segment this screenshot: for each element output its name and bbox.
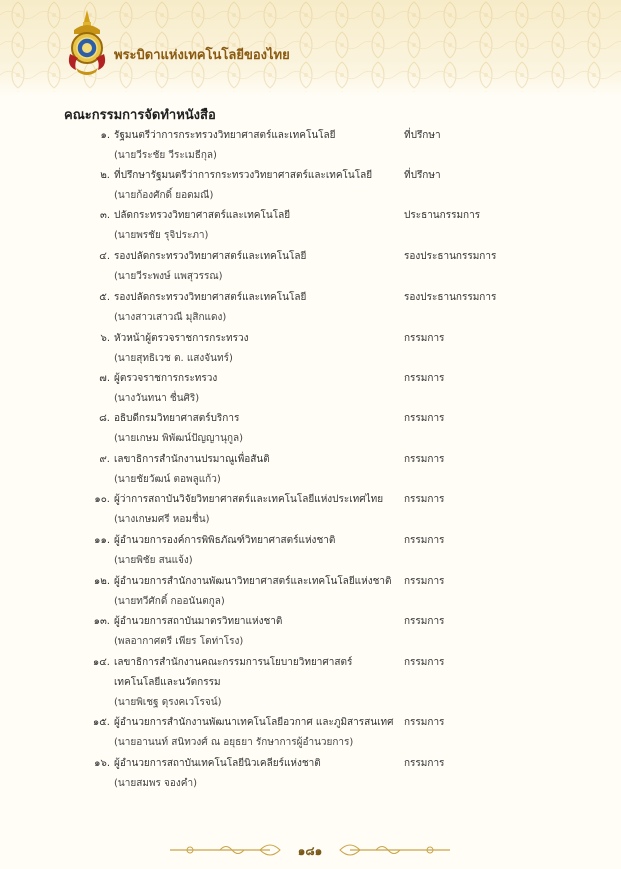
committee-row bbox=[0, 290, 621, 330]
person-name: (นางวันทนา ชื่นศิริ) bbox=[114, 393, 200, 404]
position-title: ที่ปรึกษารัฐมนตรีว่าการกระทรวงวิทยาศาสตร์และเทคโนโลยี bbox=[114, 170, 373, 181]
position-title: ผู้ว่าการสถาบันวิจัยวิทยาศาสตร์และเทคโนโลยีแห่งประเทศไทย bbox=[114, 494, 384, 505]
person-name: (นายสมพร จองคำ) bbox=[114, 778, 198, 789]
position-title: ผู้อำนวยการสถาบันเทคโนโลยีนิวเคลียร์แห่งชาติ bbox=[114, 758, 321, 769]
item-number: ๑๖. bbox=[94, 758, 110, 769]
item-number: ๘. bbox=[99, 413, 110, 424]
position-title: ผู้อำนวยการสำนักงานพัฒนาวิทยาศาสตร์และเทคโนโลยีแห่งชาติ bbox=[114, 576, 392, 587]
position-title: ผู้ตรวจราชการกระทรวง bbox=[114, 373, 218, 384]
person-name: (นายชัยวัฒน์ ตอพลูแก้ว) bbox=[114, 474, 221, 485]
position-title: อธิบดีกรมวิทยาศาสตร์บริการ bbox=[114, 413, 240, 424]
position-title: ผู้อำนวยการองค์การพิพิธภัณฑ์วิทยาศาสตร์แห่งชาติ bbox=[114, 535, 336, 546]
committee-row bbox=[0, 208, 621, 248]
committee-role: กรรมการ bbox=[404, 657, 445, 668]
person-name: (นายพรชัย รุจิประภา) bbox=[114, 230, 209, 241]
committee-row bbox=[0, 655, 621, 715]
position-title: ผู้อำนวยการสำนักงานพัฒนาเทคโนโลยีอวกาศ และภูมิสารสนเทศ bbox=[114, 717, 394, 728]
item-number: ๗. bbox=[99, 373, 110, 384]
committee-role: ประธานกรรมการ bbox=[404, 210, 481, 221]
position-title: รองปลัดกระทรวงวิทยาศาสตร์และเทคโนโลยี bbox=[114, 292, 307, 303]
person-name: (นายก้องศักดิ์ ยอดมณี) bbox=[114, 190, 214, 201]
committee-role: รองประธานกรรมการ bbox=[404, 251, 497, 262]
person-name: (นายอานนท์ สนิทวงศ์ ณ อยุธยา รักษาการผู้อำนวยการ) bbox=[114, 737, 354, 748]
page-footer bbox=[0, 830, 621, 869]
position-title: เลขาธิการสำนักงานคณะกรรมการนโยบายวิทยาศาสตร์ bbox=[114, 657, 353, 668]
committee-role: ที่ปรึกษา bbox=[404, 130, 441, 141]
committee-role: กรรมการ bbox=[404, 535, 445, 546]
person-name: (นายพิเชฐ ดุรงคเวโรจน์) bbox=[114, 697, 222, 708]
page-number: ๑๘๑ bbox=[297, 844, 323, 858]
committee-role: กรรมการ bbox=[404, 333, 445, 344]
person-name: (นางเกษมศรี หอมชื่น) bbox=[114, 514, 210, 525]
committee-role: กรรมการ bbox=[404, 576, 445, 587]
committee-row bbox=[0, 614, 621, 654]
item-number: ๕. bbox=[99, 292, 110, 303]
item-number: ๒. bbox=[100, 170, 110, 181]
person-name: (นายวีระพงษ์ แพสุวรรณ) bbox=[114, 271, 223, 282]
person-name: (นายสุทธิเวช ต. แสงจันทร์) bbox=[114, 353, 233, 364]
item-number: ๑๒. bbox=[93, 576, 110, 587]
item-number: ๔. bbox=[99, 251, 110, 262]
position-title: เลขาธิการสำนักงานปรมาณูเพื่อสันติ bbox=[114, 454, 270, 465]
item-number: ๑๑. bbox=[94, 535, 110, 546]
committee-row bbox=[0, 128, 621, 168]
committee-role: กรรมการ bbox=[404, 758, 445, 769]
committee-role: กรรมการ bbox=[404, 717, 445, 728]
item-number: ๓. bbox=[99, 210, 110, 221]
committee-role: กรรมการ bbox=[404, 413, 445, 424]
committee-row bbox=[0, 411, 621, 451]
committee-row bbox=[0, 249, 621, 289]
committee-row bbox=[0, 168, 621, 208]
position-title: ปลัดกระทรวงวิทยาศาสตร์และเทคโนโลยี bbox=[114, 210, 291, 221]
committee-row bbox=[0, 331, 621, 371]
person-name: (นายทวีศักดิ์ กออนันตกูล) bbox=[114, 596, 225, 607]
item-number: ๑๐. bbox=[94, 494, 110, 505]
committee-row bbox=[0, 756, 621, 796]
position-title: ผู้อำนวยการสถาบันมาตรวิทยาแห่งชาติ bbox=[114, 616, 283, 627]
committee-role: กรรมการ bbox=[404, 616, 445, 627]
item-number: ๑. bbox=[100, 130, 110, 141]
position-title-continued: เทคโนโลยีและนวัตกรรม bbox=[114, 677, 221, 688]
item-number: ๑๔. bbox=[92, 657, 110, 668]
committee-role: กรรมการ bbox=[404, 454, 445, 465]
committee-row bbox=[0, 452, 621, 492]
committee-row bbox=[0, 492, 621, 532]
position-title: รัฐมนตรีว่าการกระทรวงวิทยาศาสตร์และเทคโนโลยี bbox=[114, 130, 336, 141]
person-name: (นายวีระชัย วีระเมธีกุล) bbox=[114, 150, 217, 161]
page-header bbox=[0, 0, 621, 92]
section-title: คณะกรรมการจัดทำหนังสือ bbox=[64, 108, 216, 123]
item-number: ๑๓. bbox=[93, 616, 110, 627]
person-name: (นางสาวเสาวณี มุสิกแดง) bbox=[114, 312, 227, 323]
committee-role: รองประธานกรรมการ bbox=[404, 292, 497, 303]
committee-row bbox=[0, 371, 621, 411]
committee-row bbox=[0, 715, 621, 755]
item-number: ๖. bbox=[100, 333, 110, 344]
person-name: (นายพิชัย สนแจ้ง) bbox=[114, 555, 193, 566]
committee-role: กรรมการ bbox=[404, 494, 445, 505]
position-title: หัวหน้าผู้ตรวจราชการกระทรวง bbox=[114, 333, 249, 344]
committee-role: กรรมการ bbox=[404, 373, 445, 384]
committee-row bbox=[0, 574, 621, 614]
royal-emblem-icon bbox=[66, 10, 108, 76]
person-name: (นายเกษม พิพัฒน์ปัญญานุกูล) bbox=[114, 433, 244, 444]
header-title: พระบิดาแห่งเทคโนโลยีของไทย bbox=[114, 48, 290, 63]
position-title: รองปลัดกระทรวงวิทยาศาสตร์และเทคโนโลยี bbox=[114, 251, 307, 262]
item-number: ๑๕. bbox=[92, 717, 110, 728]
item-number: ๙. bbox=[99, 454, 110, 465]
committee-row bbox=[0, 533, 621, 573]
committee-role: ที่ปรึกษา bbox=[404, 170, 441, 181]
person-name: (พลอากาศตรี เพียร โตท่าโรง) bbox=[114, 636, 244, 647]
